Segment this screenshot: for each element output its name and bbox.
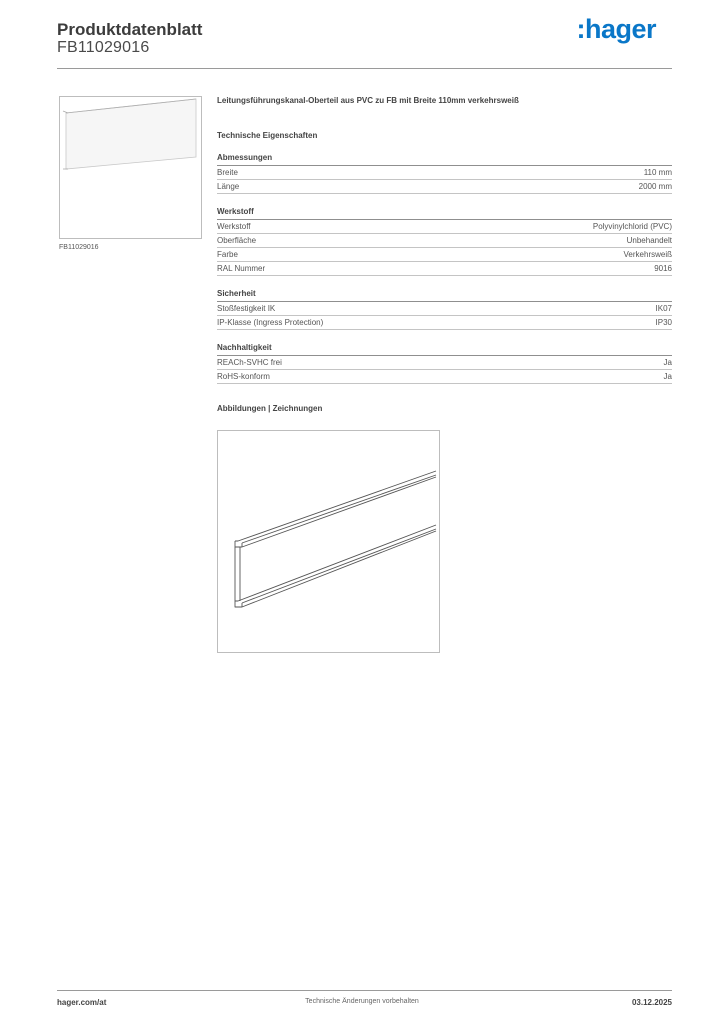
spec-value: Ja [663, 372, 672, 381]
spec-row [217, 316, 672, 330]
spec-row [217, 302, 672, 316]
spec-row [217, 356, 672, 370]
header-divider [57, 68, 672, 69]
product-image [59, 96, 202, 239]
footer-date: 03.12.2025 [631, 998, 672, 1007]
spec-label: REACh-SVHC frei [217, 358, 282, 367]
spec-value: Unbehandelt [626, 236, 672, 245]
footer-divider [57, 990, 672, 991]
spec-label: Oberfläche [217, 236, 257, 245]
specifications [217, 96, 672, 413]
spec-row [217, 370, 672, 384]
spec-label: Breite [217, 168, 238, 177]
spec-group-material [217, 207, 672, 276]
spec-label: Länge [217, 182, 240, 191]
spec-value: Polyvinylchlorid (PVC) [592, 222, 672, 231]
spec-group-safety [217, 289, 672, 330]
spec-group-title: Nachhaltigkeit [217, 343, 672, 356]
spec-group-title: Sicherheit [217, 289, 672, 302]
spec-label: IP-Klasse (Ingress Protection) [217, 318, 324, 327]
spec-group-title: Abmessungen [217, 153, 672, 166]
spec-label: Werkstoff [217, 222, 251, 231]
spec-row [217, 166, 672, 180]
spec-row [217, 234, 672, 248]
spec-row [217, 248, 672, 262]
section-heading-drawings: Abbildungen | Zeichnungen [217, 404, 323, 413]
spec-label: Stoßfestigkeit IK [217, 304, 276, 313]
spec-label: Farbe [217, 250, 238, 259]
product-image-caption: FB11029016 [59, 244, 99, 251]
spec-row [217, 220, 672, 234]
spec-row [217, 180, 672, 194]
spec-value: 2000 mm [638, 182, 672, 191]
technical-drawing [217, 430, 440, 653]
section-heading-technical: Technische Eigenschaften [217, 131, 318, 140]
spec-value: Verkehrsweiß [623, 250, 672, 259]
spec-group-title: Werkstoff [217, 207, 672, 220]
spec-label: RoHS-konform [217, 372, 270, 381]
spec-label: RAL Nummer [217, 264, 266, 273]
product-number: FB11029016 [57, 39, 150, 56]
spec-value: IK07 [655, 304, 672, 313]
spec-value: 9016 [654, 264, 672, 273]
footer-website: hager.com/at [57, 998, 107, 1007]
spec-group-dimensions [217, 153, 672, 194]
hager-logo: :hager [576, 14, 656, 44]
footer-note: Technische Änderungen vorbehalten [305, 998, 419, 1005]
page-title: Produktdatenblatt [57, 20, 203, 39]
spec-value: Ja [663, 358, 672, 367]
spec-value: IP30 [655, 318, 672, 327]
product-description: Leitungsführungskanal-Oberteil aus PVC zu FB mit Breite 110mm verkehrsweiß [217, 96, 519, 105]
spec-group-sustainability [217, 343, 672, 384]
spec-value: 110 mm [643, 168, 672, 177]
spec-row [217, 262, 672, 276]
